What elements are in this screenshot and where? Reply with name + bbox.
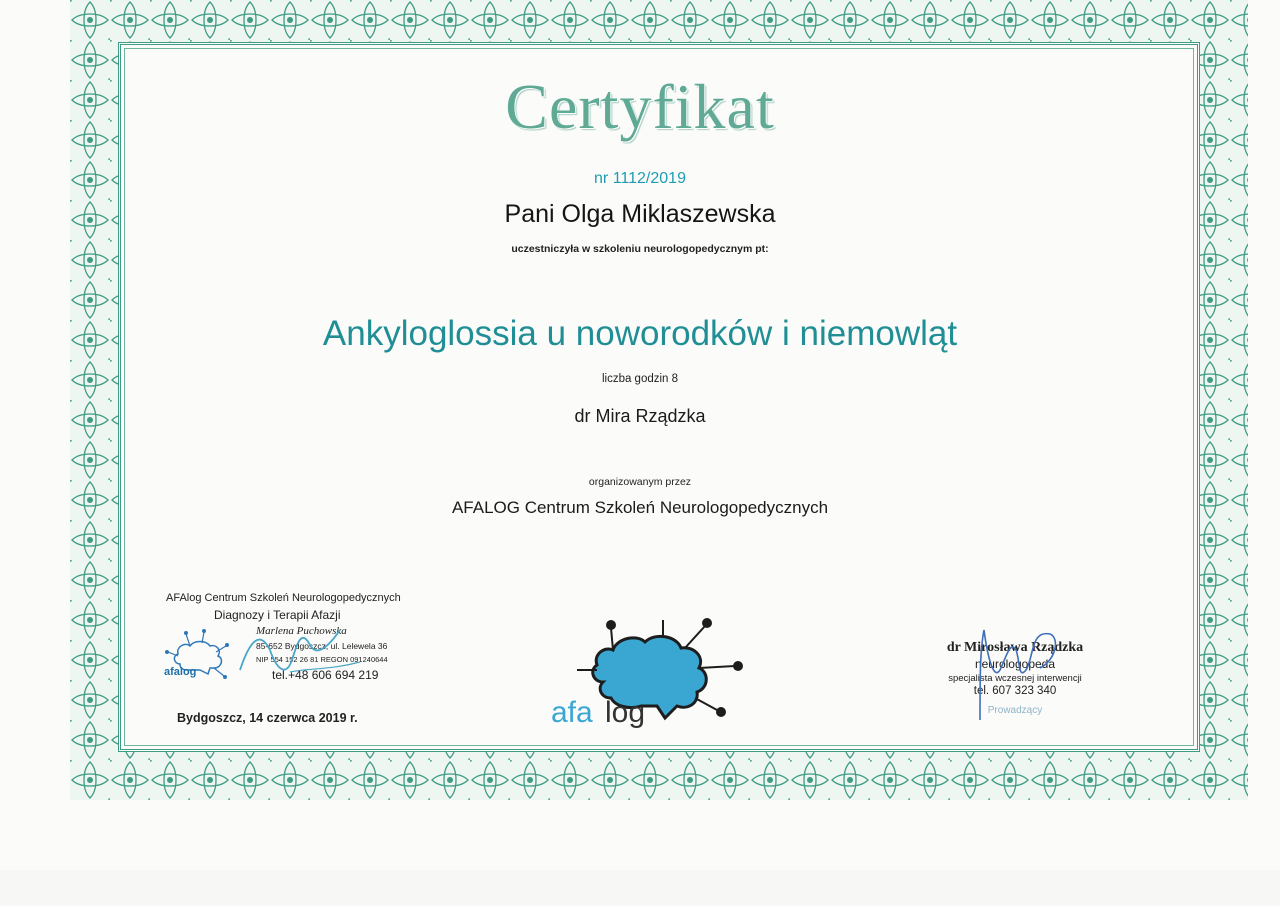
lecturer-name: dr Mira Rządzka (574, 406, 706, 426)
recipient-name: Pani Olga Miklaszewska (504, 200, 776, 228)
stamp-line-department: Diagnozy i Terapii Afazji (214, 608, 341, 622)
handwritten-signature-right (960, 610, 1070, 730)
signer-name: dr Mirosława Rządzka (946, 640, 1084, 655)
small-logo-text: afalog (164, 666, 197, 678)
certificate-title: Certyfikat (505, 71, 775, 142)
signer-phone: tel. 607 323 340 (973, 685, 1057, 697)
stamp-line-organization: AFAlog Centrum Szkoleń Neurologopedycznych (166, 592, 401, 604)
signer-role: neurologopeda (974, 657, 1056, 671)
hours-count: liczba godzin 8 (601, 373, 679, 385)
lecturer-signature-block (930, 640, 1100, 740)
stamp-line-phone: tel.+48 606 694 219 (272, 668, 379, 682)
place-and-date: Bydgoszcz, 14 czerwca 2019 r. (177, 711, 358, 725)
handwritten-signature-left (230, 610, 380, 690)
certificate-number: nr 1112/2019 (594, 170, 686, 187)
organizer-stamp (160, 590, 430, 690)
signer-specialty: specjalista wczesnej interwencji (948, 673, 1082, 684)
stamp-line-address: 85-652 Bydgoszcz, ul. Lelewela 36 (256, 641, 388, 651)
signer-caption: Prowadzący (987, 705, 1043, 716)
logo-text-log: log (605, 696, 646, 729)
afalog-brain-logo-icon (545, 610, 750, 735)
logo-text-afa: afa (551, 696, 593, 729)
stamp-line-tax-ids: NIP 554 152 26 81 REGON 091240644 (256, 655, 388, 664)
organized-by-text: organizowanym przez (588, 476, 692, 488)
stamp-line-owner: Marlena Puchowska (256, 625, 347, 637)
course-title: Ankyloglossia u noworodków i niemowląt (322, 314, 958, 353)
organizer-name: AFALOG Centrum Szkoleń Neurologopedycznych (451, 498, 829, 517)
participation-text: uczestniczyła w szkoleniu neurologopedycznym pt: (511, 243, 769, 255)
